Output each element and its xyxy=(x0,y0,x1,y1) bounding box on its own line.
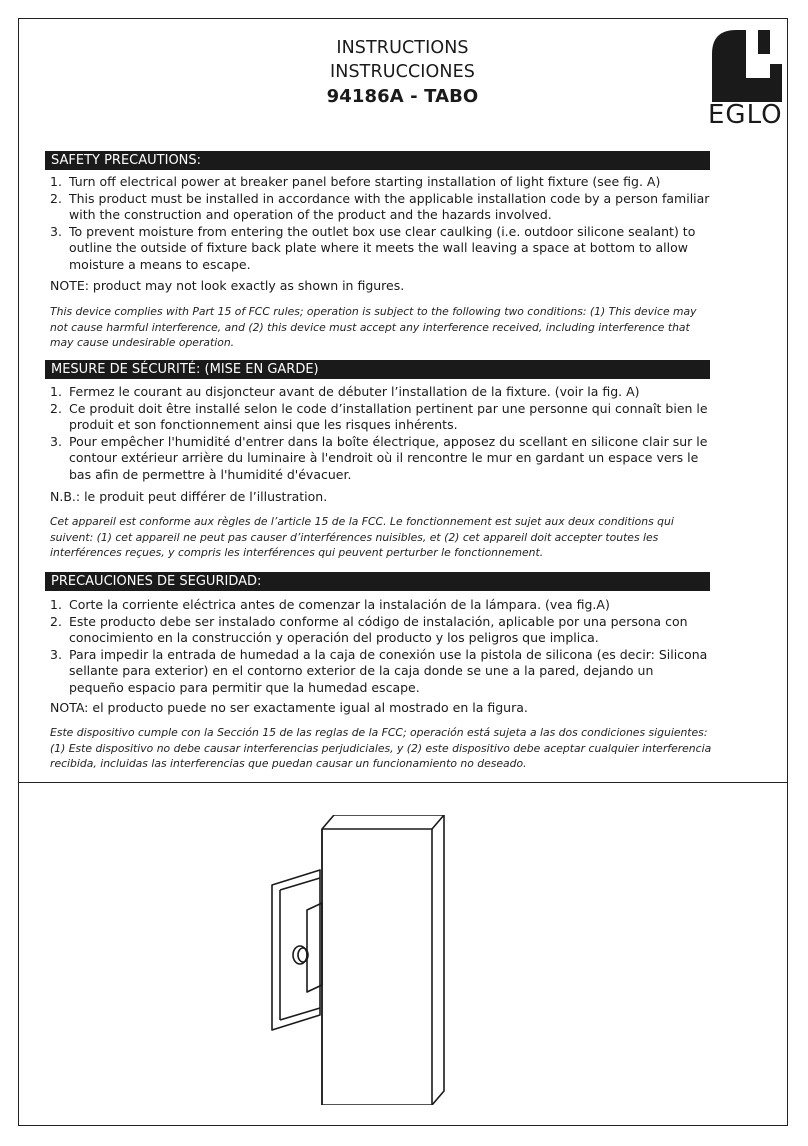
item-text: This product must be installed in accordance with the applicable installation code by a person familiar with the construction and operation of the product and the hazards involved. xyxy=(69,190,710,222)
item-number: 3. xyxy=(50,646,62,662)
note-text: product may not look exactly as shown in figures. xyxy=(88,278,405,293)
item-number: 3. xyxy=(50,223,62,239)
list-item xyxy=(50,224,710,274)
note-label: NOTE: xyxy=(50,278,89,293)
title-english: INSTRUCTIONS xyxy=(336,38,469,58)
item-number: 2. xyxy=(50,190,62,206)
note-text: le produit peut différer de l’illustration. xyxy=(80,489,328,504)
item-text: Ce produit doit être installé selon le code d’installation pertinent par une personne qui connaît bien le produit et son fonctionnement ainsi que les risques inhérents. xyxy=(69,400,708,432)
section-heading-safety: SAFETY PRECAUTIONS: xyxy=(45,151,710,170)
section-divider xyxy=(18,782,788,783)
list-item xyxy=(50,191,710,224)
note-text: el producto puede no ser exactamente igual al mostrado en la figura. xyxy=(88,700,528,715)
title-spanish: INSTRUCCIONES xyxy=(330,62,475,82)
item-text: Fermez le courant au disjoncteur avant de débuter l’installation de la fixture. (voir la fig. A) xyxy=(69,384,640,399)
item-text: Pour empêcher l'humidité d'entrer dans la boîte électrique, apposez du scellant en silicone clair sur le contour extérieur arrière du luminaire à l'endroit où il rencontre le mur en gardant un espace vers le bas afin de permettre à l'humidité d'évacuer. xyxy=(69,433,708,482)
list-item xyxy=(50,647,710,697)
fcc-statement-es: Este dispositivo cumple con la Sección 15 de las reglas de la FCC; operación está sujeta a las dos condiciones siguientes: (1) Este dispositivo no debe causar interferencias perjudiciales, y (2) este dispositivo debe aceptar cualquier interferencia recibida, incluidas las interferencias que puedan causar un funcionamiento no deseado. xyxy=(50,726,712,770)
brand-name: EGLO xyxy=(708,100,783,130)
note-en xyxy=(50,278,710,294)
item-text: Para impedir la entrada de humedad a la caja de conexión use la pistola de silicona (es decir: Silicona sellante para exterior) en el contorno exterior de la caja donde se une a la pared, dejando un pequeño espacio para permitir que la humedad escape. xyxy=(69,646,708,695)
item-number: 1. xyxy=(50,597,62,612)
list-item xyxy=(50,614,710,647)
item-number: 2. xyxy=(50,613,62,629)
item-number: 1. xyxy=(50,174,62,189)
fcc-statement-en: This device complies with Part 15 of FCC rules; operation is subject to the following two conditions: (1) This device may not cause harmful interference, and (2) this device must accept any interference received, including interference that may cause undesirable operation. xyxy=(50,305,697,349)
item-number: 1. xyxy=(50,384,62,399)
item-text: To prevent moisture from entering the outlet box use clear caulking (i.e. outdoor silicone sealant) to outline the outside of fixture back plate where it meets the wall leaving a space at bottom to allow moisture a means to escape. xyxy=(69,223,696,272)
safety-list-fr xyxy=(50,384,710,483)
list-item xyxy=(50,597,710,614)
model-title: 94186A - TABO xyxy=(326,86,479,107)
section-heading-precauciones: PRECAUCIONES DE SEGURIDAD: xyxy=(45,572,710,591)
list-item xyxy=(50,434,710,484)
item-number: 2. xyxy=(50,400,62,416)
item-text: Turn off electrical power at breaker panel before starting installation of light fixture (see fig. A) xyxy=(69,174,661,189)
safety-list-es xyxy=(50,597,710,696)
fcc-statement-fr: Cet appareil est conforme aux règles de l’article 15 de la FCC. Le fonctionnement est sujet aux deux conditions qui suivent: (1) cet appareil ne peut pas causer d’interférences nuisibles, et (2) cet appareil doit accepter toutes les interférences reçues, y compris les interférences qui peuvent perturber le fonctionnement. xyxy=(50,515,674,559)
list-item xyxy=(50,384,710,401)
item-number: 3. xyxy=(50,433,62,449)
item-text: Este producto debe ser instalado conforme al código de instalación, aplicable por una persona con conocimiento en la construcción y operación del producto y los peligros que implica. xyxy=(69,613,688,645)
list-item xyxy=(50,174,710,191)
note-fr xyxy=(50,489,710,505)
note-label: N.B.: xyxy=(50,489,81,504)
list-item xyxy=(50,401,710,434)
note-label: NOTA: xyxy=(50,700,89,715)
item-text: Corte la corriente eléctrica antes de comenzar la instalación de la lámpara. (vea fig.A) xyxy=(69,597,610,612)
safety-list-en xyxy=(50,174,710,273)
wall-lamp-illustration xyxy=(262,815,472,1105)
section-heading-mesure: MESURE DE SÉCURITÉ: (MISE EN GARDE) xyxy=(45,360,710,379)
note-es xyxy=(50,700,710,716)
